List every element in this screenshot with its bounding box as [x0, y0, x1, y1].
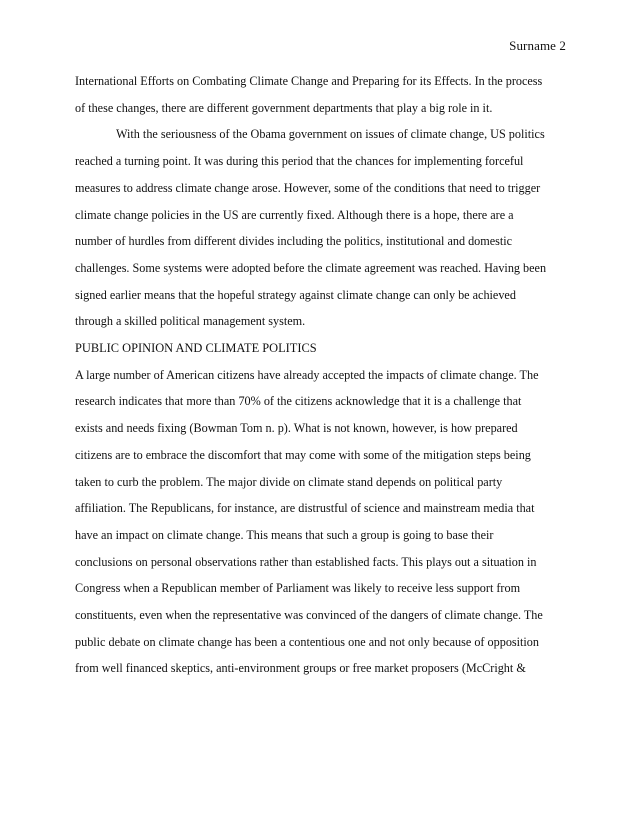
text-line: With the seriousness of the Obama government on issues of climate change, US politics [116, 127, 545, 142]
text-line: through a skilled political management system. [75, 314, 306, 329]
text-line: Congress when a Republican member of Parliament was likely to receive less support from [75, 581, 521, 596]
text-line: exists and needs fixing (Bowman Tom n. p). What is not known, however, is how prepared [75, 421, 518, 436]
paragraph [75, 68, 575, 121]
text-line: research indicates that more than 70% of the citizens acknowledge that it is a challenge that [75, 394, 522, 409]
text-line: number of hurdles from different divides including the politics, institutional and domestic [75, 234, 513, 249]
text-line: have an impact on climate change. This means that such a group is going to base their [75, 527, 494, 542]
text-line: challenges. Some systems were adopted before the climate agreement was reached. Having been [75, 260, 547, 275]
text-line: International Efforts on Combating Climate Change and Preparing for its Effects. In the process [75, 74, 543, 88]
text-line: constituents, even when the representative was convinced of the dangers of climate change. The [75, 608, 543, 623]
text-line: measures to address climate change arose. However, some of the conditions that need to trigger [75, 180, 541, 195]
text-line: affiliation. The Republicans, for instance, are distrustful of science and mainstream media that [75, 501, 535, 516]
text-line: A large number of American citizens have already accepted the impacts of climate change. The [75, 367, 539, 382]
text-line: public debate on climate change has been a contentious one and not only because of opposition [75, 634, 539, 649]
heading-text: PUBLIC OPINION AND CLIMATE POLITICS [75, 341, 317, 356]
text-line: signed earlier means that the hopeful strategy against climate change can only be achieved [75, 287, 516, 302]
text-line: of these changes, there are different government departments that play a big role in it. [75, 100, 493, 115]
text-line: climate change policies in the US are currently fixed. Although there is a hope, there are a [75, 207, 514, 222]
running-head: Surname 2 [509, 38, 566, 53]
section-heading [75, 335, 575, 362]
paragraph [75, 121, 575, 335]
text-line: from well financed skeptics, anti-environment groups or free market proposers (McCright & [75, 661, 526, 676]
document-body [75, 68, 575, 682]
text-line: reached a turning point. It was during this period that the chances for implementing forceful [75, 154, 524, 169]
text-line: taken to curb the problem. The major divide on climate stand depends on political party [75, 474, 503, 489]
text-line: conclusions on personal observations rather than established facts. This plays out a situation in [75, 554, 537, 569]
text-line: citizens are to embrace the discomfort that may come with some of the mitigation steps being [75, 447, 531, 462]
paragraph [75, 362, 575, 682]
